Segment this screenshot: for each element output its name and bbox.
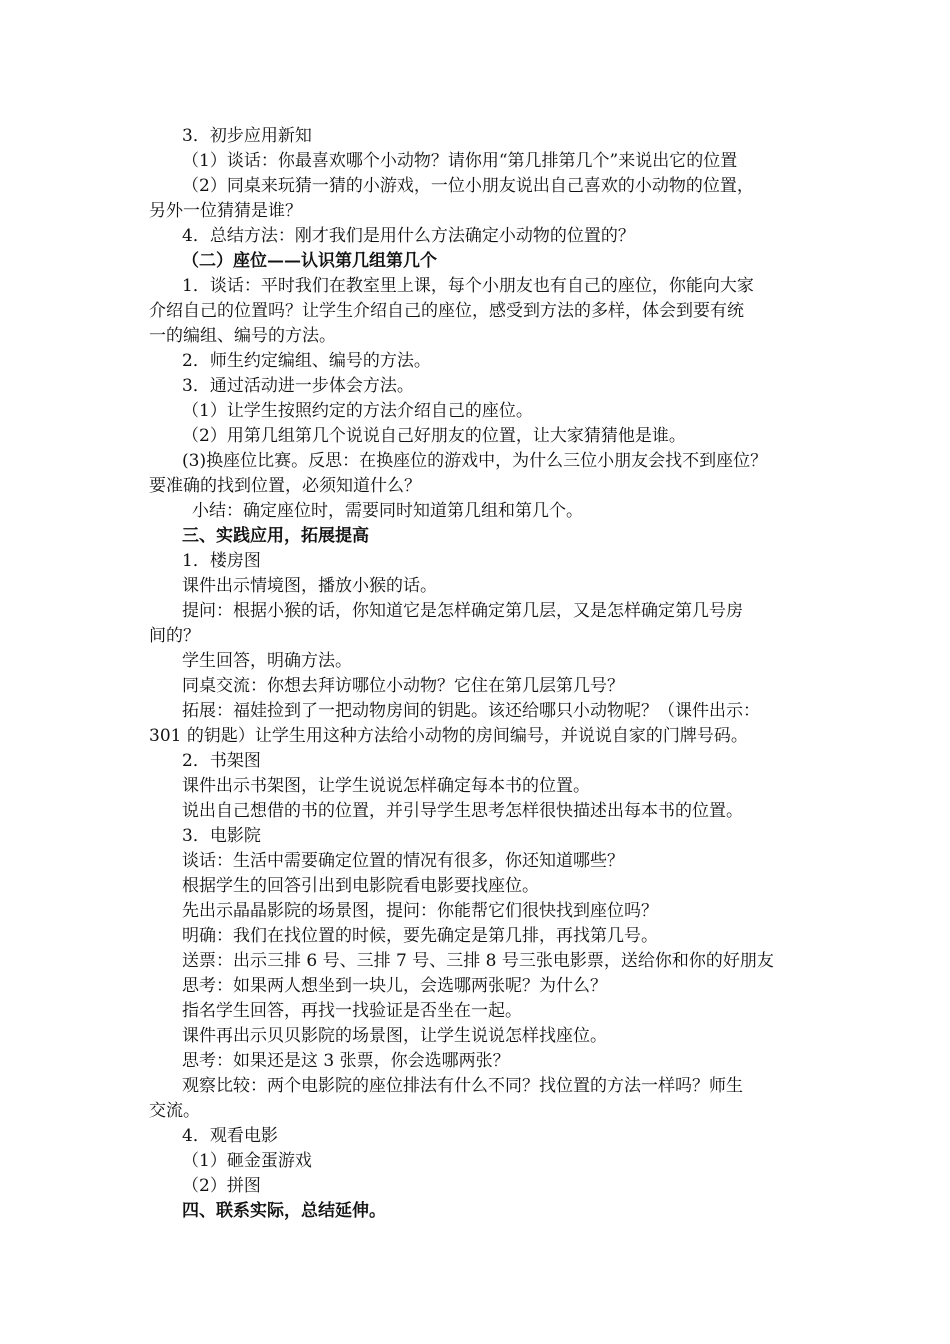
text-line: 谈话：生活中需要确定位置的情况有很多，你还知道哪些？ bbox=[182, 851, 624, 871]
text-line: 小结：确定座位时，需要同时知道第几组和第几个。 bbox=[192, 501, 583, 521]
section-heading: 三、实践应用，拓展提高 bbox=[182, 526, 369, 546]
text-line: 课件出示情境图，播放小猴的话。 bbox=[182, 576, 437, 596]
text-line: 拓展：福娃捡到了一把动物房间的钥匙。该还给哪只小动物呢？（课件出示： bbox=[182, 701, 760, 721]
text-line: 学生回答，明确方法。 bbox=[182, 651, 352, 671]
text-line: 思考：如果还是这 3 张票，你会选哪两张？ bbox=[182, 1051, 510, 1071]
text-line: 介绍自己的位置吗？让学生介绍自己的座位，感受到方法的多样，体会到要有统 bbox=[149, 301, 744, 321]
text-line: 根据学生的回答引出到电影院看电影要找座位。 bbox=[182, 876, 539, 896]
text-line: 要准确的找到位置，必须知道什么？ bbox=[149, 476, 421, 496]
text-line: （1）谈话：你最喜欢哪个小动物？请你用“第几排第几个”来说出它的位置 bbox=[182, 151, 738, 171]
text-line: 1．谈话：平时我们在教室里上课，每个小朋友也有自己的座位，你能向大家 bbox=[182, 276, 754, 296]
text-line: 课件再出示贝贝影院的场景图，让学生说说怎样找座位。 bbox=[182, 1026, 607, 1046]
text-line: 指名学生回答，再找一找验证是否坐在一起。 bbox=[182, 1001, 522, 1021]
section-heading: （二）座位——认识第几组第几个 bbox=[182, 251, 437, 271]
text-line: 送票：出示三排 6 号、三排 7 号、三排 8 号三张电影票，送给你和你的好朋友 bbox=[182, 951, 774, 971]
text-line: 说出自己想借的书的位置，并引导学生思考怎样很快描述出每本书的位置。 bbox=[182, 801, 743, 821]
text-line: 一的编组、编号的方法。 bbox=[149, 326, 336, 346]
text-line: 3．电影院 bbox=[182, 826, 261, 846]
text-line: 同桌交流：你想去拜访哪位小动物？它住在第几层第几号？ bbox=[182, 676, 624, 696]
text-line: （2）用第几组第几个说说自己好朋友的位置，让大家猜猜他是谁。 bbox=[182, 426, 686, 446]
text-line: （2）拼图 bbox=[182, 1176, 261, 1196]
text-line: （2）同桌来玩猜一猜的小游戏，一位小朋友说出自己喜欢的小动物的位置， bbox=[182, 176, 754, 196]
text-line: 3．初步应用新知 bbox=[182, 126, 312, 146]
text-line: 4．总结方法：刚才我们是用什么方法确定小动物的位置的？ bbox=[182, 226, 635, 246]
text-line: （1）让学生按照约定的方法介绍自己的座位。 bbox=[182, 401, 533, 421]
text-line: 4．观看电影 bbox=[182, 1126, 278, 1146]
section-heading: 四、联系实际，总结延伸。 bbox=[182, 1201, 386, 1221]
text-line: 3．通过活动进一步体会方法。 bbox=[182, 376, 414, 396]
text-line: 思考：如果两人想坐到一块儿，会选哪两张呢？为什么？ bbox=[182, 976, 607, 996]
text-line: 先出示晶晶影院的场景图，提问：你能帮它们很快找到座位吗？ bbox=[182, 901, 658, 921]
text-line: 观察比较：两个电影院的座位排法有什么不同？找位置的方法一样吗？师生 bbox=[182, 1076, 743, 1096]
text-line: 1．楼房图 bbox=[182, 551, 261, 571]
text-line: （1）砸金蛋游戏 bbox=[182, 1151, 312, 1171]
text-line: 间的？ bbox=[149, 626, 200, 646]
text-line: 明确：我们在找位置的时候，要先确定是第几排，再找第几号。 bbox=[182, 926, 658, 946]
text-line: (3)换座位比赛。反思：在换座位的游戏中，为什么三位小朋友会找不到座位？ bbox=[182, 451, 768, 471]
text-line: 另外一位猜猜是谁？ bbox=[149, 201, 302, 221]
text-line: 2．书架图 bbox=[182, 751, 261, 771]
text-line: 提问：根据小猴的话，你知道它是怎样确定第几层，又是怎样确定第几号房 bbox=[182, 601, 743, 621]
text-line: 301 的钥匙）让学生用这种方法给小动物的房间编号，并说说自家的门牌号码。 bbox=[149, 726, 748, 746]
text-line: 2．师生约定编组、编号的方法。 bbox=[182, 351, 431, 371]
text-line: 交流。 bbox=[149, 1101, 200, 1121]
text-line: 课件出示书架图，让学生说说怎样确定每本书的位置。 bbox=[182, 776, 590, 796]
